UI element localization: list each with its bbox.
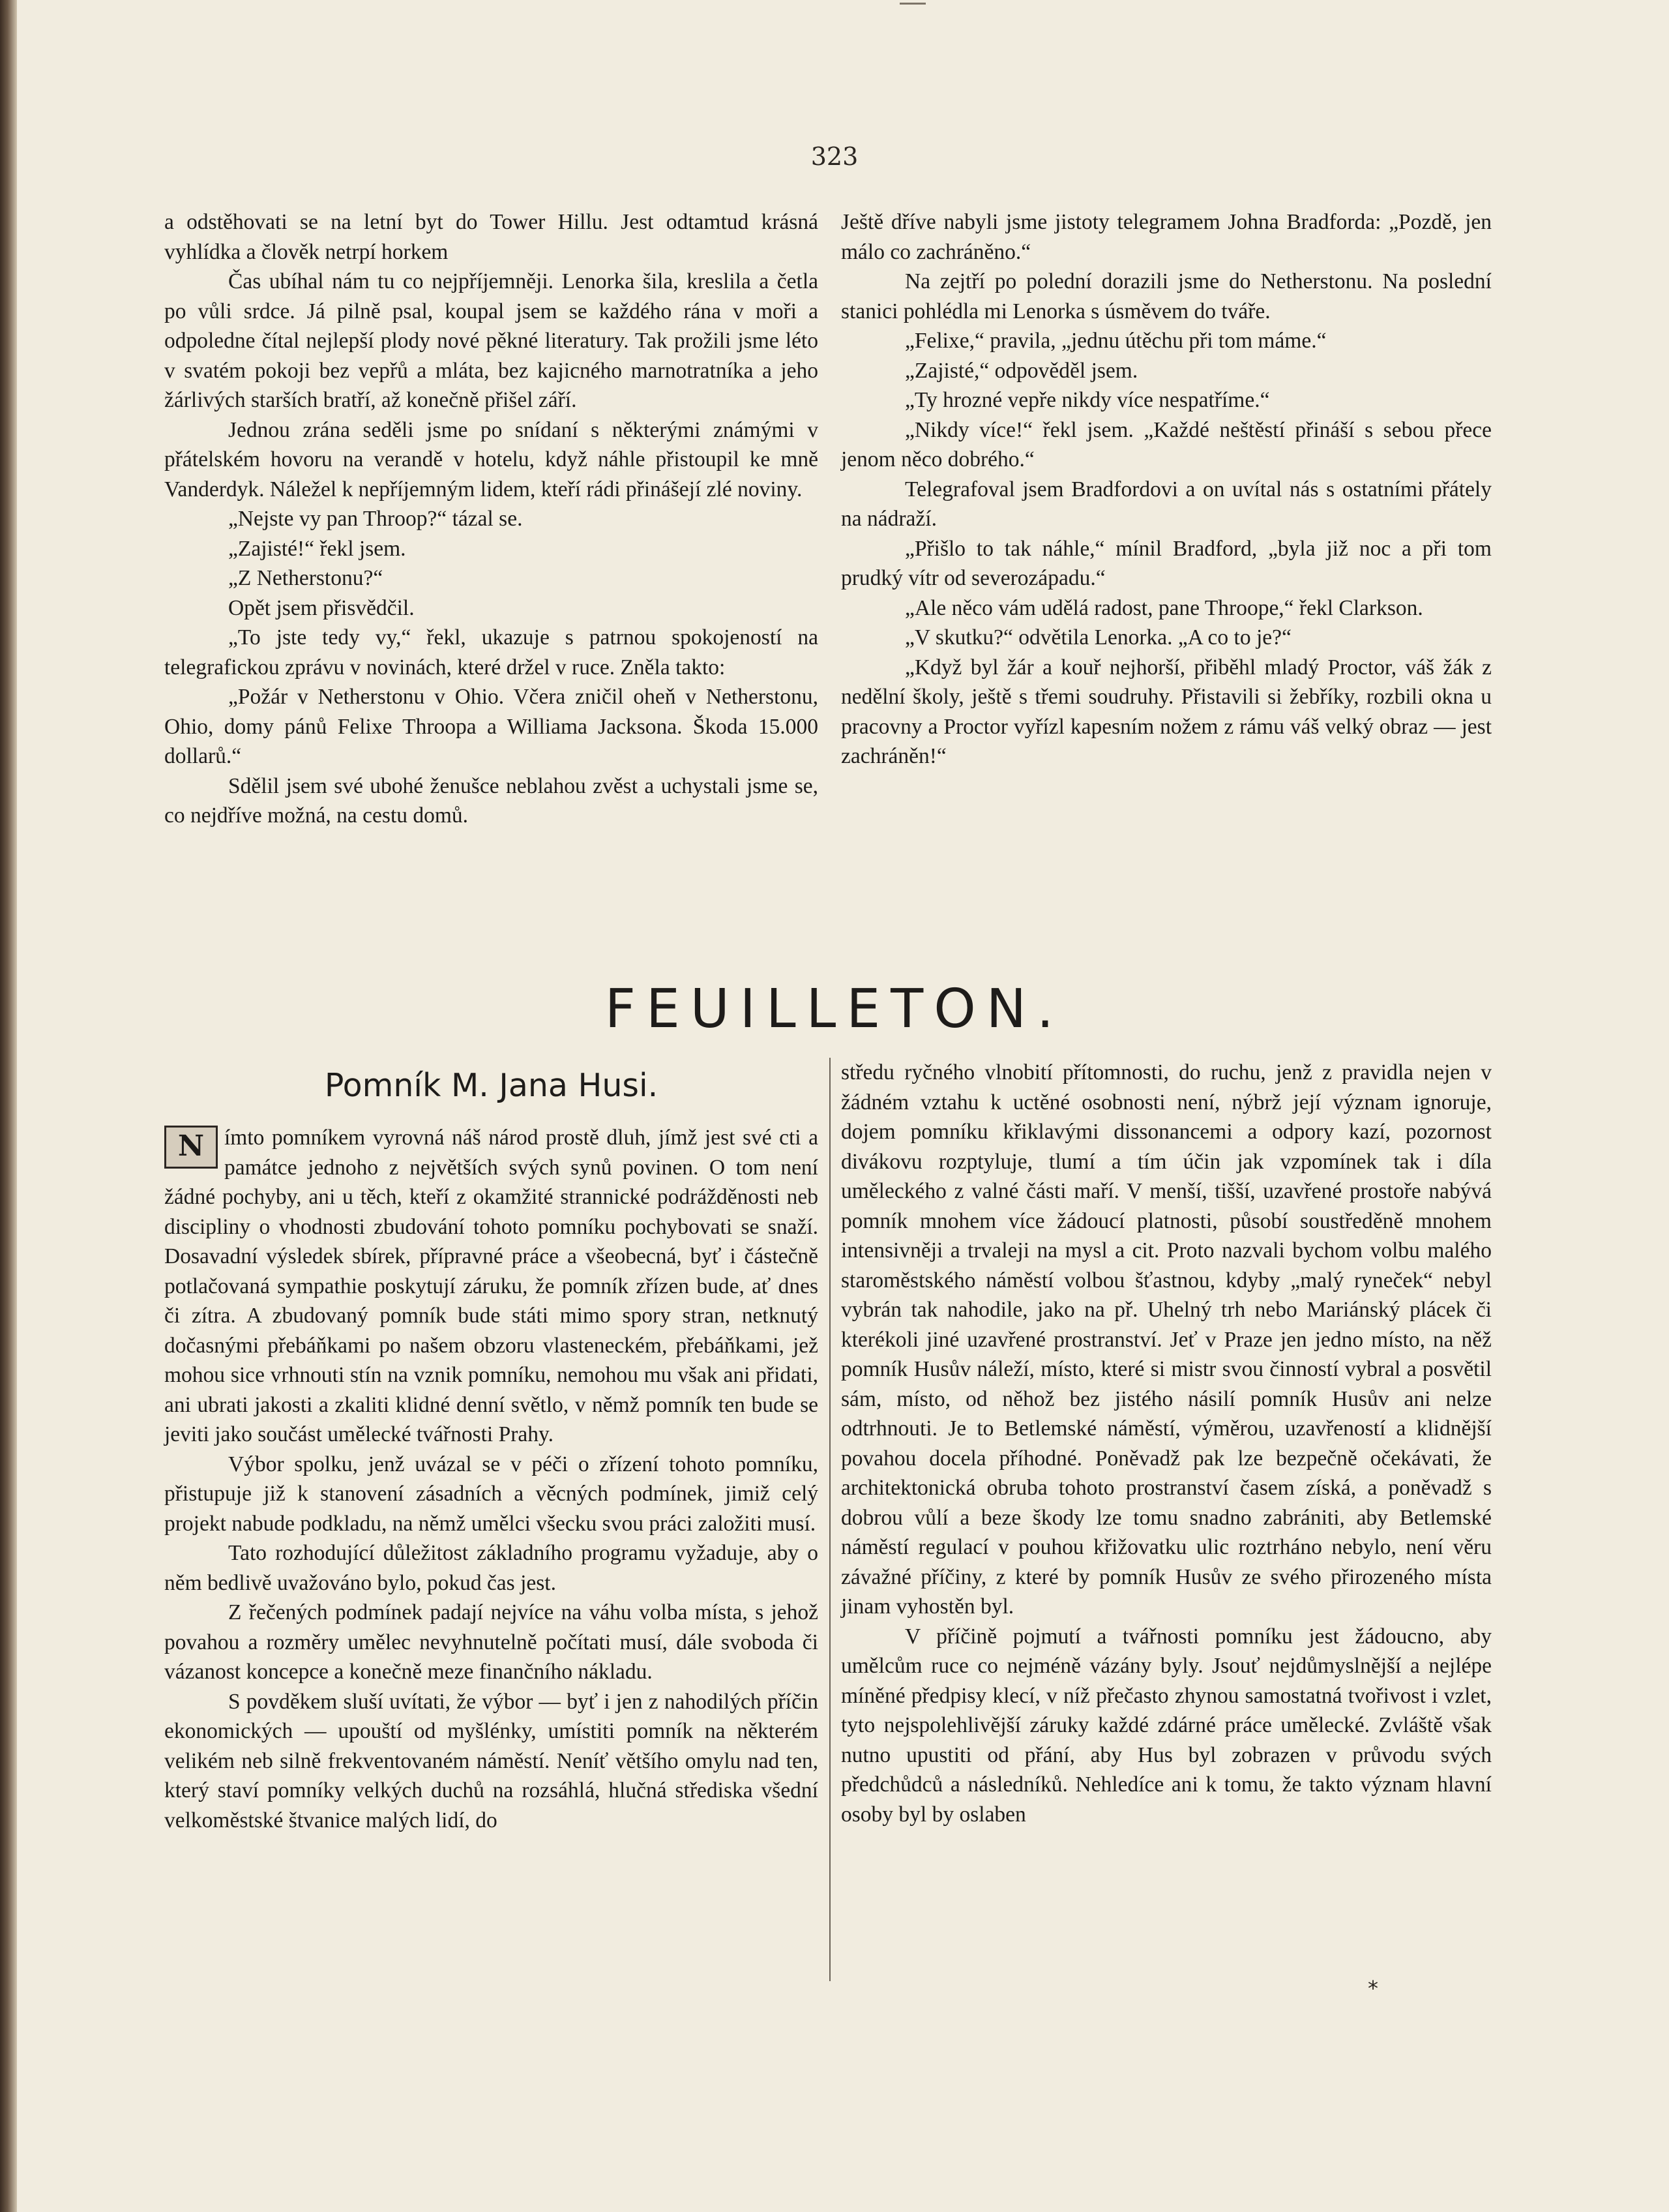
paragraph: „Zajisté,“ odpověděl jsem. bbox=[905, 358, 1138, 383]
paragraph: „Nejste vy pan Throop?“ tázal se. bbox=[228, 507, 523, 531]
paragraph: Jednou zrána seděli jsme po snídaní s některými známými v přátelském hovoru na verandě v hotelu, když náhle přistoupil ke mně Vanderdyk. Náležel k nepříjemným lidem, kteří rádi přinášejí zlé noviny. bbox=[164, 417, 818, 501]
page-number: 323 bbox=[810, 142, 859, 171]
footer-asterisk: * bbox=[1368, 1976, 1378, 2001]
bottom-right-column bbox=[841, 1058, 1492, 1829]
paragraph: „Felixe,“ pravila, „jednu útěchu při tom máme.“ bbox=[905, 329, 1327, 353]
paragraph: Ještě dříve nabyli jsme jistoty telegramem Johna Bradforda: „Pozdě, jen málo co zachráněno.“ bbox=[841, 210, 1492, 264]
paragraph: Sdělil jsem své ubohé ženušce neblahou zvěst a uchystali jsme se, co nejdříve možná, na cestu domů. bbox=[164, 773, 818, 828]
column-divider bbox=[829, 1058, 831, 1981]
paragraph: „Když byl žár a kouř nejhorší, přiběhl mladý Proctor, váš žák z nedělní školy, ještě s třemi soudruhy. Přistavili si žebříky, rozbili okna u pracovny a Proctor vyřízl kapesním nožem z rámu váš velký obraz — jest zachráněn!“ bbox=[841, 655, 1492, 768]
opening-paragraph bbox=[164, 1123, 818, 1450]
paragraph: Výbor spolku, jenž uvázal se v péči o zřízení tohoto pomníku, přistupuje již k stanovení zásadních a věcných podmínek, jimiž celý projekt nabude podkladu, na němž umělci všecku svou práci založiti musí. bbox=[164, 1452, 818, 1536]
top-left-column bbox=[164, 207, 818, 831]
paragraph: Čas ubíhal nám tu co nejpříjemněji. Lenorka šila, kreslila a četla po vůli srdce. Já pilně psal, koupal jsem se každého rána v moři a odpoledne čítal nejlepší plody nové pěkné literatury. Tak prožili jsme léto v svatém pokoji bez vepřů a mláta, bez kajicného marnotratníka a jeho žárlivých starších bratří, až konečně přišel září. bbox=[164, 269, 818, 412]
paragraph: Telegrafoval jsem Bradfordovi a on uvítal nás s ostatními přátely na nádraží. bbox=[841, 477, 1492, 531]
paragraph: „Z Netherstonu?“ bbox=[228, 566, 383, 590]
paragraph: Z řečených podmínek padají nejvíce na váhu volba místa, s jehož povahou a rozměry umělec nevyhnutelně počítati musí, dále svoboda či vázanost koncepce a konečně meze finančního nákladu. bbox=[164, 1600, 818, 1684]
paragraph: Na zejtří po polední dorazili jsme do Netherstonu. Na poslední stanici pohlédla mi Lenorka s úsměvem do tváře. bbox=[841, 269, 1492, 323]
article-title: Pomník M. Jana Husi. bbox=[324, 1067, 658, 1104]
paragraph: středu ryčného vlnobití přítomnosti, do ruchu, jenž z pravidla nejen v žádném vztahu k uctěné osobnosti není, nýbrž její význam ignoruje, dojem pomníku křiklavými dissonancemi a odpory kazí, pozornost divákovu rozptyluje, tlumí a tím účin jak vzpomínek tak i díla uměleckého z valné části maří. V menší, tišší, uzavřené prostoře nabývá pomník mnohem více žádoucí platnosti, působí soustředěně mnohem intensivněji a trvaleji na mysl a cit. Proto nazvali bychom volbu malého staroměstského náměstí volbou šťastnou, kdyby „malý ryneček“ nebyl vybrán tak nahodile, jako na př. Uhelný trh nebo Mariánský plácek či kterékoli jiné uzavřené prostranství. Jeť v Praze jen jedno místo, na něž pomník Husův náleží, místo, které si mistr svou činností vybral a posvětil sám, místo, od něhož bez jistého násilí pomník Husův ani nelze odtrhnouti. Je to Betlemské náměstí, výměrou, uzavřeností a klidnější povahou docela příhodné. Poněvadž pak lze bezpečně očekávati, že architektonická obruba tohoto prostranství časem získá, a poněvadž s dobrou vůlí a beze škody lze tomu snadno zabrániti, aby Betlemské náměstí regulací v pouhou křižovatku ulic roztrháno nebylo, není věru závažné příčiny, z které by pomník Husův ze svého přirozeného místa jinam vyhostěn byl. bbox=[841, 1060, 1492, 1619]
paragraph: V příčině pojmutí a tvářnosti pomníku jest žádoucno, aby umělcům ruce co nejméně vázány byly. Jsouť nejdůmyslnější a nejlépe míněné předpisy klecí, v níž přečasto zhynou samostatná tvořivost i vzlet, tyto nejspolehlivější záruky každé zdárné práce umělecké. Zvláště však nutno upustiti od přání, aby Hus byl zobrazen v průvodu svých předchůdců a následníků. Nehledíce ani k tomu, že takto význam hlavní osoby byl by oslaben bbox=[841, 1624, 1492, 1827]
opening-paragraph-text: ímto pomníkem vyrovná náš národ prostě dluh, jímž jest své cti a památce jednoho z největších svých synů povinen. O tom není žádné pochyby, ani u těch, kteří z okamžité strannické podrážděnosti neb discipliny o vhodnosti zbudování tohoto pomníku pochybovati se snaží. Dosavadní výsledek sbírek, přípravné práce a všeobecná, byť i částečně potlačovaná sympathie poskytují záruku, že pomník zřízen bude, ať dnes či zítra. A zbudovaný pomník bude státi mimo spory stran, netknutý dočasnými přebáňkami po našem obzoru vlasteneckém, přebáňkami, jež mohou sice vrhnouti stín na vznik pomníku, nemohou mu však ani přidati, ani ubrati jakosti a zkaliti klidné denní světlo, v němž pomník ten bude se jeviti jako součást umělecké tvářnosti Prahy. bbox=[164, 1126, 818, 1446]
paragraph: S povděkem sluší uvítati, že výbor — byť i jen z nahodilých příčin ekonomických — upouští od myšlénky, umístiti pomník na některém velikém neb silně frekventovaném náměstí. Neníť většího omylu nad ten, který staví pomníky velkých duchů na rozsáhlá, hlučná střediska všední velkoměstské štvanice malých lidí, do bbox=[164, 1689, 818, 1832]
top-rule bbox=[900, 3, 926, 5]
paragraph: „Nikdy více!“ řekl jsem. „Každé neštěstí přináší s sebou přece jenom něco dobrého.“ bbox=[841, 417, 1492, 471]
paragraph: „Požár v Netherstonu v Ohio. Včera zničil oheň v Netherstonu, Ohio, domy pánů Felixe Throopa a Williama Jacksona. Škoda 15.000 dollarů.“ bbox=[164, 685, 818, 768]
section-heading: FEUILLETON. bbox=[604, 978, 1065, 1040]
bottom-left-column bbox=[164, 1123, 818, 1835]
paragraph: „Zajisté!“ řekl jsem. bbox=[228, 536, 406, 561]
paragraph: a odstěhovati se na letní byt do Tower Hillu. Jest odtamtud krásná vyhlídka a člověk netrpí horkem bbox=[164, 210, 818, 264]
drop-initial bbox=[164, 1126, 218, 1169]
paragraph: „Ale něco vám udělá radost, pane Throope,“ řekl Clarkson. bbox=[905, 595, 1423, 620]
paragraph: „Ty hrozné vepře nikdy více nespatříme.“ bbox=[905, 388, 1270, 412]
paragraph: „To jste tedy vy,“ řekl, ukazuje s patrnou spokojeností na telegrafickou zprávu v novinách, které držel v ruce. Zněla takto: bbox=[164, 625, 818, 680]
paragraph: Tato rozhodující důležitost základního programu vyžaduje, aby o něm bedlivě uvažováno bylo, pokud čas jest. bbox=[164, 1541, 818, 1595]
paragraph: „V skutku?“ odvětila Lenorka. „A co to je?“ bbox=[905, 625, 1292, 650]
top-right-column bbox=[841, 207, 1492, 771]
paragraph: Opět jsem přisvědčil. bbox=[228, 595, 415, 620]
book-binding-edge bbox=[0, 0, 17, 2212]
drop-initial-letter: N bbox=[177, 1129, 205, 1163]
paragraph: „Přišlo to tak náhle,“ mínil Bradford, „byla již noc a při tom prudký vítr od severozápadu.“ bbox=[841, 536, 1492, 590]
